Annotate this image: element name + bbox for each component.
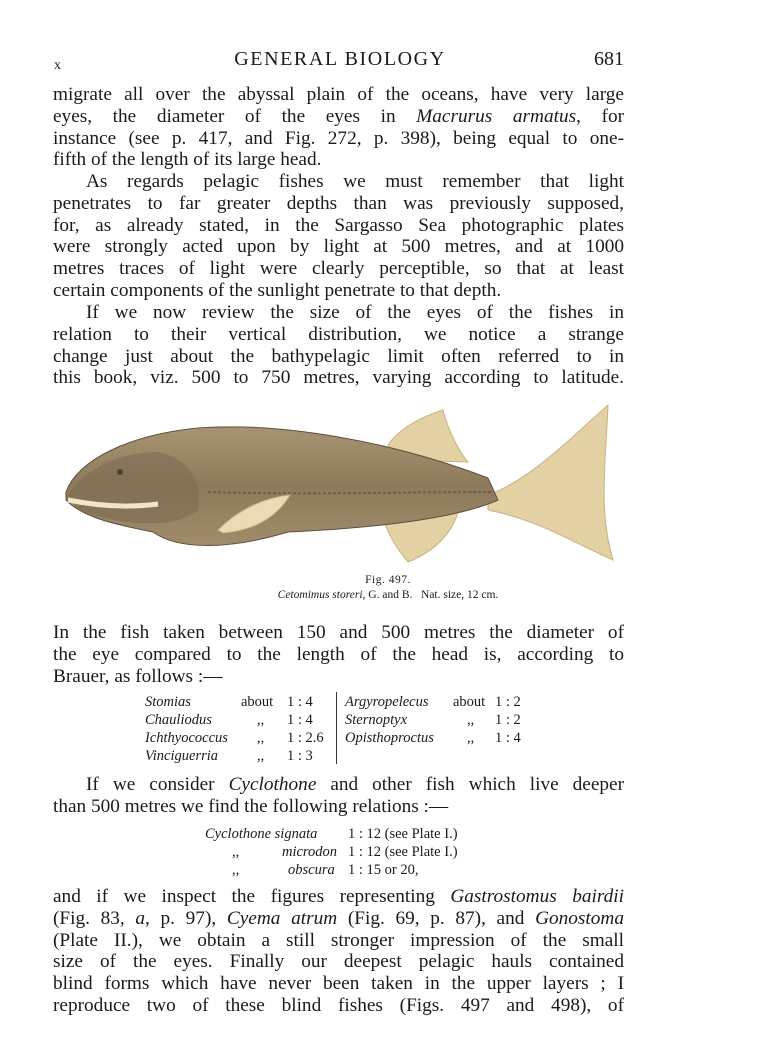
text-span: If we consider <box>86 774 229 795</box>
text-span: , p. 97), <box>145 907 227 929</box>
species-name: Cyema atrum <box>226 907 338 929</box>
species-name: Argyropelecus <box>345 694 429 710</box>
text-line: Brauer, as follows :— <box>53 665 223 687</box>
text-line: fifth of the length of its large head. <box>53 149 322 171</box>
relation-row <box>232 862 419 879</box>
text-line: reproduce two of these blind fishes (Figs. 497 and 498), of <box>53 994 624 1016</box>
genus-name: Cyclothone <box>228 774 317 795</box>
species-name: Vinciguerria <box>145 748 219 764</box>
ratio-prefix: about <box>453 694 486 710</box>
text-line: (Plate II.), we obtain a still stronger impression of the small <box>53 929 624 951</box>
species-name: Gastrostomus bairdii <box>450 886 624 907</box>
species-name: Ichthyococcus <box>145 730 228 746</box>
running-header <box>52 46 628 74</box>
species-name: Macrurus armatus <box>416 105 577 127</box>
text-line: migrate all over the abyssal plain of the oceans, have very large <box>53 84 624 105</box>
running-title: GENERAL BIOLOGY <box>234 48 446 70</box>
text-span: eyes, the diameter of the eyes in <box>53 105 417 127</box>
figure-caption <box>0 589 776 601</box>
table-row <box>145 694 313 711</box>
text-line: than 500 metres we find the following relations :— <box>53 795 449 817</box>
text-span: and other fish which live deeper <box>316 774 624 795</box>
species-name: obscura <box>288 862 335 878</box>
ratio-prefix: ,, <box>257 730 265 746</box>
paragraph-4 <box>53 622 624 687</box>
fish-illustration <box>58 400 618 570</box>
fish-eye <box>117 469 123 475</box>
species-name: microdon <box>282 844 338 860</box>
lateral-line <box>208 492 493 493</box>
text-line: certain components of the sunlight penetrate to that depth. <box>53 279 502 301</box>
table-row <box>345 694 521 711</box>
ratio-prefix: ,, <box>467 712 475 728</box>
table-row <box>145 748 313 765</box>
ratio-prefix: ,, <box>257 712 265 728</box>
paragraph-2 <box>53 171 624 302</box>
caption-authors: , G. and B. <box>362 589 413 601</box>
text-line <box>53 774 624 796</box>
text-line: As regards pelagic fishes we must remember that light <box>86 171 624 192</box>
paragraph-1 <box>53 84 624 171</box>
ditto-mark: ,, <box>232 844 240 860</box>
head-patch <box>68 452 199 524</box>
text-span: , for <box>576 105 625 127</box>
table-divider <box>336 692 337 764</box>
ratio-value: 1 : 2 <box>495 712 521 728</box>
text-line: relation to their vertical distribution, we notice a strange <box>53 323 624 345</box>
ratio-prefix: ,, <box>257 748 265 764</box>
text-span: a <box>135 907 146 929</box>
genus-name: Gonostoma <box>535 907 624 929</box>
text-line: were strongly acted upon by light at 500 metres, and at 1000 <box>53 236 624 258</box>
text-line: blind forms which have never been taken in the upper layers ; I <box>53 973 624 995</box>
text-span: (Fig. 69, p. 87), and <box>337 907 536 929</box>
ditto-mark: ,, <box>232 862 240 878</box>
text-line: In the fish taken between 150 and 500 metres the diameter of <box>53 622 624 643</box>
ratio-prefix: ,, <box>467 730 475 746</box>
text-line: the eye compared to the length of the head is, according to <box>53 643 624 665</box>
text-line <box>53 886 624 908</box>
species-name: Cyclothone signata <box>205 826 318 842</box>
table-row <box>345 730 521 747</box>
ratio-value: 1 : 2.6 <box>287 730 324 746</box>
text-line: change just about the bathypelagic limit often referred to in <box>53 345 624 367</box>
text-line <box>53 106 624 128</box>
figure-label: Fig. 497. <box>365 574 411 586</box>
species-name: Stomias <box>145 694 191 710</box>
text-line: penetrates to far greater depths than was previously supposed, <box>53 192 624 214</box>
text-line: this book, viz. 500 to 750 metres, varying according to latitude. <box>53 367 624 389</box>
paragraph-3 <box>53 302 624 389</box>
table-row <box>145 730 324 747</box>
text-span: (Fig. 83, <box>53 907 136 929</box>
ratio-value: 1 : 2 <box>495 694 521 710</box>
table-row <box>345 712 521 729</box>
species-name: Chauliodus <box>145 712 212 728</box>
text-span: and if we inspect the figures representing <box>53 886 451 907</box>
species-name: Opisthoproctus <box>345 730 434 746</box>
text-line: metres traces of light were clearly perceptible, so that at least <box>53 258 624 280</box>
text-line <box>53 908 624 930</box>
page-number: 681 <box>594 48 624 70</box>
text-line: If we now review the size of the eyes of the fishes in <box>86 302 624 323</box>
relation-row <box>205 826 458 843</box>
ratio-value: 1 : 4 <box>287 694 313 710</box>
ratio-value: 1 : 15 or 20, <box>348 862 419 878</box>
paragraph-5 <box>53 774 624 818</box>
caption-species: Cetomimus storeri <box>277 589 363 601</box>
ratio-value: 1 : 4 <box>495 730 521 746</box>
text-line: for, as already stated, in the Sargasso Sea photographic plates <box>53 214 624 236</box>
table-row <box>145 712 313 729</box>
tail-fin <box>488 405 613 560</box>
ratio-value: 1 : 12 (see Plate I.) <box>348 844 458 860</box>
signature-mark: x <box>54 58 61 73</box>
text-line: instance (see p. 417, and Fig. 272, p. 398), being equal to one- <box>53 127 624 149</box>
ratio-value: 1 : 3 <box>287 748 313 764</box>
species-name: Sternoptyx <box>345 712 408 728</box>
caption-size: Nat. size, 12 cm. <box>421 589 499 601</box>
ratio-prefix: about <box>241 694 274 710</box>
ratio-value: 1 : 4 <box>287 712 313 728</box>
text-line: size of the eyes. Finally our deepest pelagic hauls contained <box>53 951 624 973</box>
relation-row <box>232 844 458 861</box>
paragraph-6 <box>53 886 624 1017</box>
ratio-value: 1 : 12 (see Plate I.) <box>348 826 458 842</box>
